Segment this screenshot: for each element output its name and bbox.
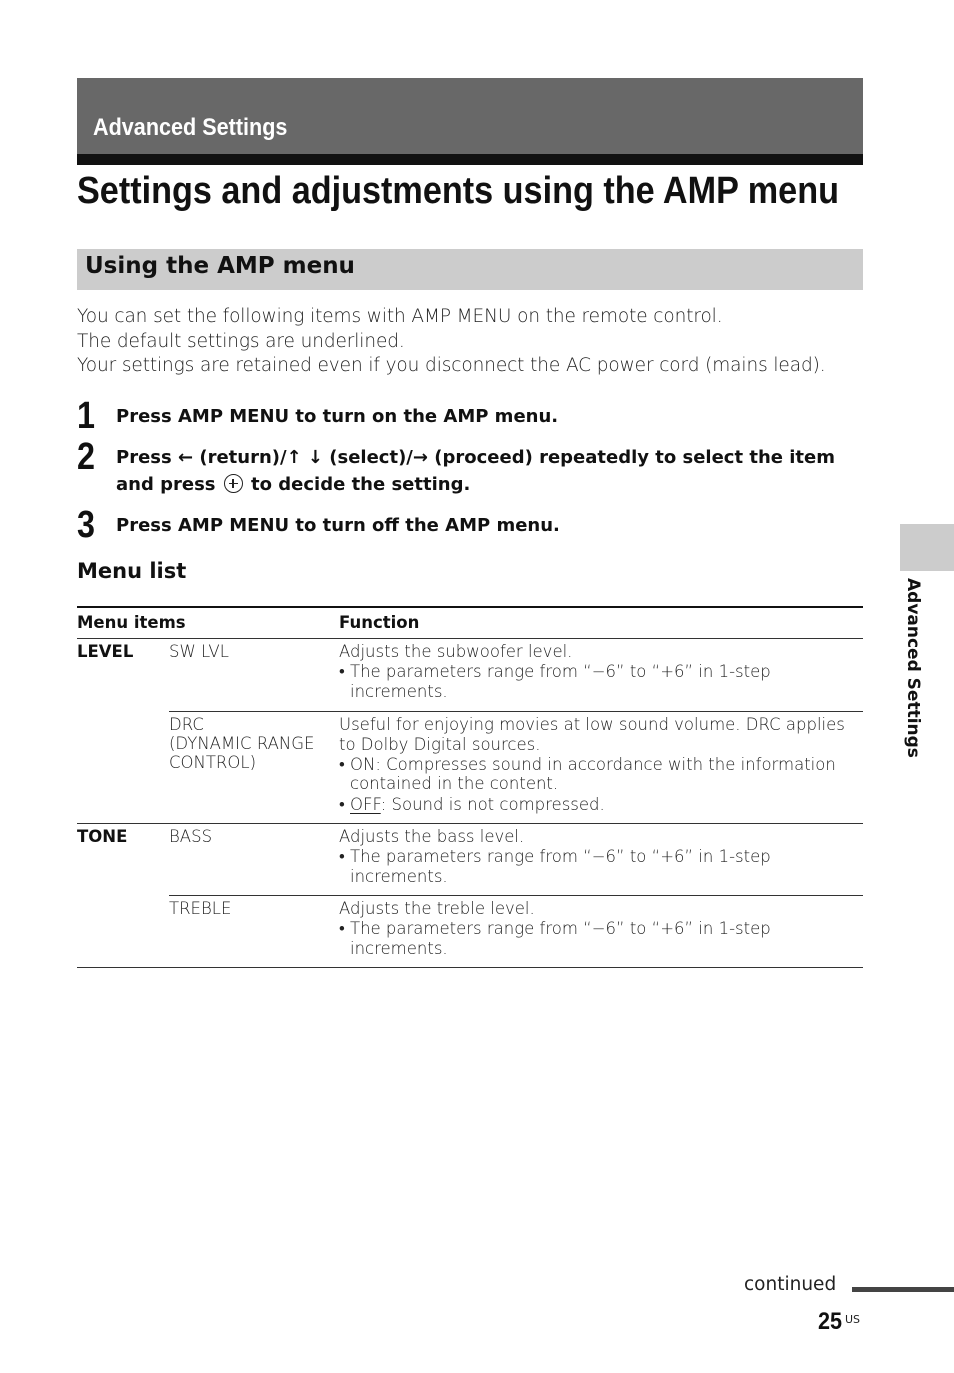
return-arrow-icon: ← (177, 447, 194, 468)
enter-button-icon (224, 474, 243, 493)
menu-category: TONE (77, 827, 128, 846)
bullet-item: • OFF: Sound is not compressed. (339, 795, 864, 815)
intro-text (77, 305, 877, 379)
page-number: 25 (818, 1308, 843, 1335)
up-down-arrow-icon: ↑ ↓ (286, 447, 324, 468)
menu-table (77, 606, 863, 968)
bullet-item: • ON: Compresses sound in accordance with the information contained in the content. (339, 755, 864, 795)
intro-line: Your settings are retained even if you disconnect the AC power cord (mains lead). (77, 355, 826, 376)
banner-rule (77, 154, 863, 165)
menu-item: TREBLE (169, 899, 232, 918)
menu-item: BASS (169, 827, 213, 846)
menu-list-heading: Menu list (77, 559, 187, 583)
table-row (77, 896, 863, 968)
step-text: Press AMP MENU to turn on the AMP menu. (116, 406, 559, 427)
bullet-item: • The parameters range from “−6” to “+6” in 1-step increments. (339, 919, 864, 959)
page-region: US (845, 1313, 861, 1326)
step-text: Press AMP MENU to turn off the AMP menu. (116, 515, 560, 536)
subheading: Using the AMP menu (85, 253, 355, 279)
subheading-bar (77, 249, 863, 290)
menu-item: SW LVL (169, 642, 229, 661)
step-number: 2 (77, 436, 95, 478)
side-tab (900, 524, 954, 571)
menu-function: Adjusts the treble level. • The parameters range from “−6” to “+6” in 1-step increments. (339, 899, 864, 958)
menu-function: Useful for enjoying movies at low sound volume. DRC applies to Dolby Digital sources. • ON: Compresses sound in accordance with the information contained in the content. • OFF: Sound is not compressed. (339, 715, 864, 815)
table-row (77, 712, 863, 824)
intro-line: The default settings are underlined. (77, 330, 405, 352)
page-title: Settings and adjustments using the AMP menu (77, 170, 839, 212)
default-setting: OFF (350, 795, 381, 815)
header-menu-items: Menu items (77, 613, 186, 632)
bullet-item: • The parameters range from “−6” to “+6” in 1-step increments. (339, 847, 864, 887)
menu-function: Adjusts the subwoofer level. • The parameters range from “−6” to “+6” in 1-step increments. (339, 642, 864, 701)
bullet-item: • The parameters range from “−6” to “+6” in 1-step increments. (339, 662, 864, 702)
step-text: Press ← (return)/↑ ↓ (select)/→ (proceed) repeatedly to select the item and press to decide the setting. (116, 447, 835, 495)
intro-line: You can set the following items with AMP MENU on the remote control. (77, 306, 723, 327)
table-row (77, 639, 863, 712)
step-number: 3 (77, 504, 95, 546)
section-banner (77, 78, 863, 154)
menu-item: DRC (DYNAMIC RANGE CONTROL) (169, 715, 315, 772)
menu-function: Adjusts the bass level. • The parameters range from “−6” to “+6” in 1-step increments. (339, 827, 864, 886)
header-function: Function (339, 613, 420, 632)
continued-bar (852, 1287, 954, 1292)
proceed-arrow-icon: → (412, 447, 428, 468)
menu-category: LEVEL (77, 642, 134, 661)
side-tab-label: Advanced Settings (903, 578, 923, 758)
table-header (77, 608, 863, 639)
step-number: 1 (77, 395, 95, 437)
table-row (77, 824, 863, 896)
section-banner-title: Advanced Settings (93, 114, 288, 141)
continued-label: continued (744, 1274, 837, 1295)
row-divider (77, 967, 863, 968)
